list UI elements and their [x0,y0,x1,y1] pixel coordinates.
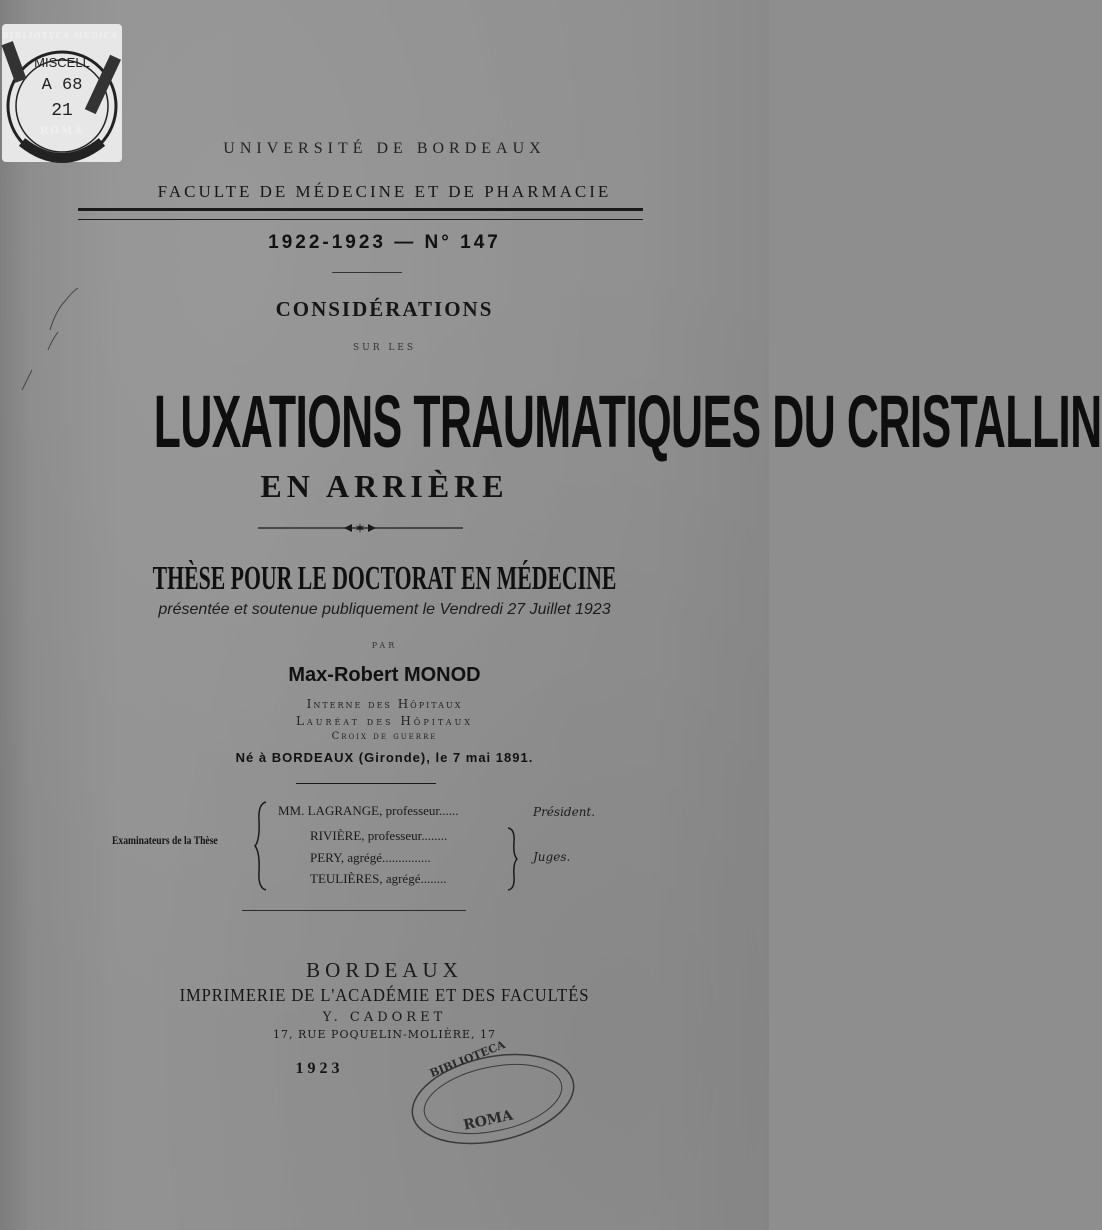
right-brace [506,826,518,892]
subtitle: EN ARRIÈRE [260,468,509,504]
president-role: Président. [533,805,596,819]
author-title: Croix de guerre [331,731,438,742]
stamp-line-1: MISCELL [34,55,90,70]
jury-member: MM. LAGRANGE, professeur...... [278,803,459,818]
jury-label: Examinateurs de la Thèse [112,833,218,847]
university-name: UNIVERSITÉ DE BORDEAUX [223,140,546,157]
imprint-address: 17, RUE POQUELIN-MOLIÈRE, 17 [272,1028,497,1041]
stamp-line-2: A 68 [41,76,83,95]
jury-member: PERY, agrégé............... [310,850,431,865]
stamp-ring-bottom: ROMA [40,126,84,137]
divider-rule [296,783,436,784]
left-brace [254,800,268,892]
svg-text:✶: ✶ [354,521,366,537]
author-birth: Né à BORDEAUX (Gironde), le 7 mai 1891. [235,750,534,765]
imprint-city: BORDEAUX [306,958,463,982]
divider-rule [242,910,466,911]
title-sur-les: SUR LES [352,343,417,353]
faculty-name: FACULTE DE MÉDECINE ET DE PHARMACIE [157,182,612,201]
oval-library-stamp [405,1050,580,1148]
jury-member: RIVIÈRE, professeur........ [310,828,448,843]
juges-role: Juges. [533,850,571,864]
oval-stamp-bottom: ROMA [462,1107,515,1134]
ornament-divider [258,518,463,538]
main-title: LUXATIONS TRAUMATIQUES DU CRISTALLIN [153,380,1102,463]
short-divider [332,272,402,273]
author-title: Lauréat des Hôpitaux [295,714,474,728]
title-considerations: CONSIDÉRATIONS [275,297,494,321]
thesis-presented: présentée et soutenue publiquement le Vendredi 27 Juillet 1923 [158,601,611,618]
imprint-owner: Y. CADORET [322,1010,447,1025]
imprint-year: 1923 [295,1060,344,1077]
year-and-number: 1922-1923 — N° 147 [268,232,501,253]
jury-member: TEULIÈRES, agrégé........ [310,871,447,886]
oval-stamp-top: BIBLIOTECA [428,1038,508,1081]
author-name: Max-Robert MONOD [288,664,481,686]
double-rule [78,208,643,220]
par-label: PAR [371,641,398,650]
thesis-heading: THÈSE POUR LE DOCTORAT EN MÉDECINE [152,560,617,597]
stamp-ring-top: BIBLIOTECA MEDICA [1,30,119,40]
imprint-printer: IMPRIMERIE DE L'ACADÉMIE ET DES FACULTÉS [179,985,590,1005]
stamp-line-3: 21 [51,101,73,121]
author-title: Interne des Hôpitaux [306,697,463,711]
